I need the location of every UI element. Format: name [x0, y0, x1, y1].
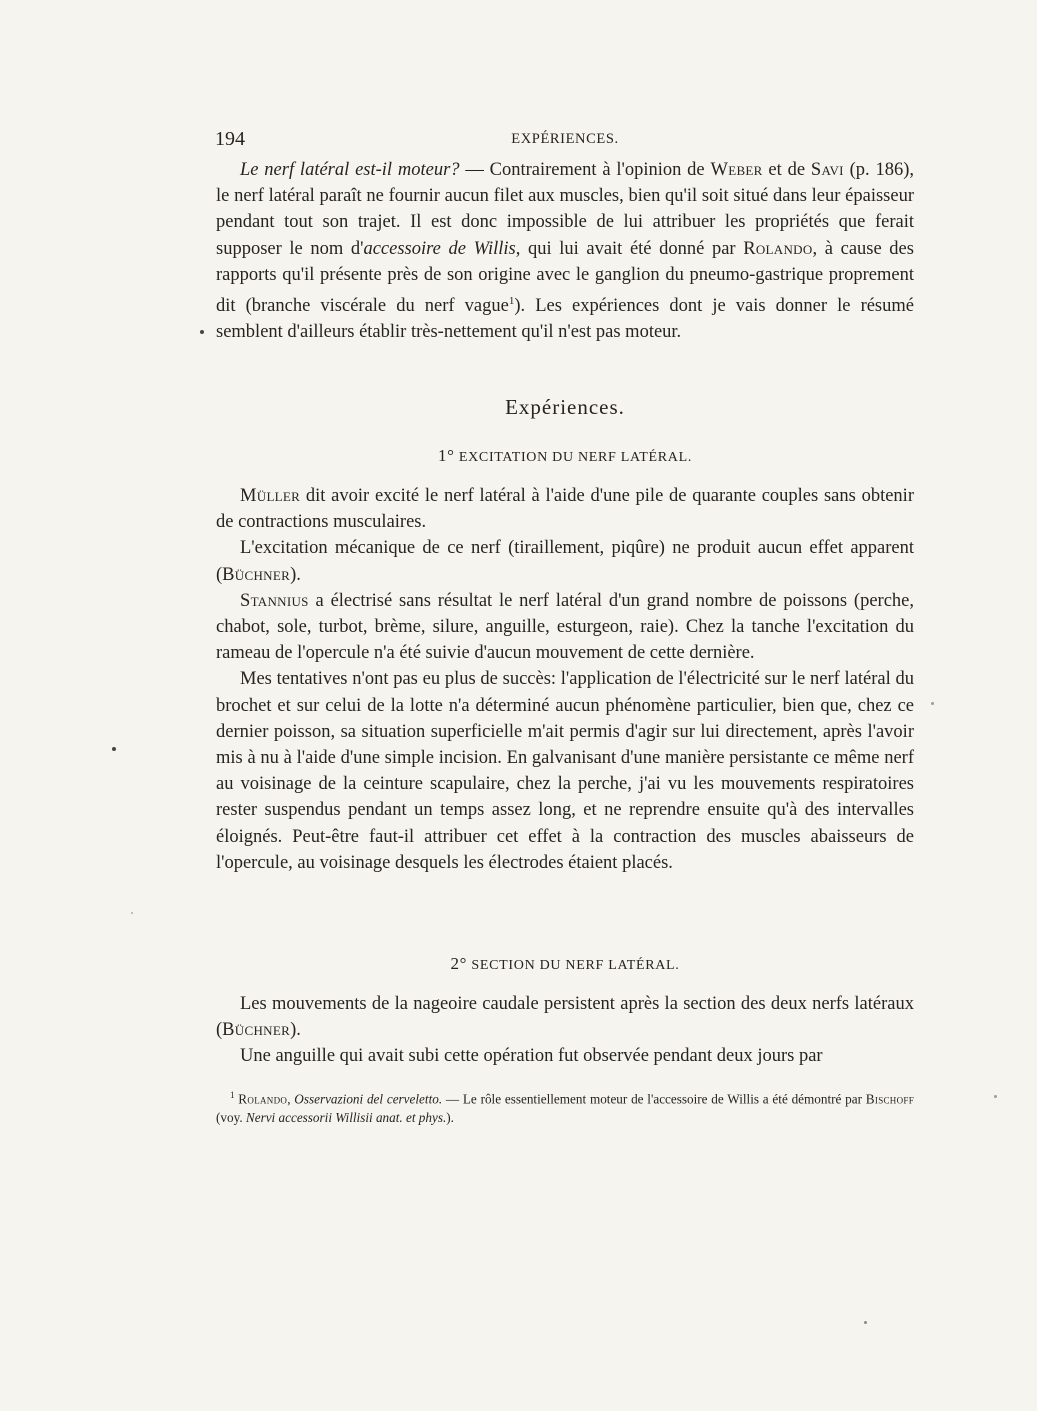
author-stannius: Stannius: [240, 590, 309, 611]
scan-speck: [112, 747, 116, 751]
scan-speck: [864, 1321, 867, 1324]
intro-paragraph: Le nerf latéral est-il moteur? — Contrairement à l'opinion de Weber et de Savi (p. 186), le nerf latéral paraît ne fournir aucun filet aux muscles, bien qu'il soit situé dans leur épaisseur pendant tout son trajet. Il est donc impossible de lui attribuer les propriétés que ferait supposer le nom d'accessoire de Willis, qui lui avait été donné par Rolando, à cause des rapports qu'il présente près de son origine avec le ganglion du pneumo-gastrique proprement dit (branche viscérale du nerf vague$^1$). Les expériences dont je vais donner le résumé semblent d'ailleurs établir très-nettement qu'il n'est pas moteur.: [216, 160, 914, 343]
scan-speck: [200, 330, 204, 334]
intro-title: Le nerf latéral est-il moteur?: [240, 160, 460, 180]
subsection-heading-1: [216, 446, 914, 466]
footnote: [216, 1086, 914, 1127]
scan-speck: [131, 912, 133, 914]
paragraph-anguille: Une anguille qui avait subi cette opération fut observée pendant deux jours par: [240, 1046, 823, 1067]
section-paragraphs: [216, 991, 914, 1070]
subsection-heading-2: [216, 954, 914, 974]
footnote-work: Osservazioni del cerveletto.: [294, 1091, 443, 1107]
paragraph-muller: Müller dit avoir excité le nerf latéral à l'aide d'une pile de quarante couples sans obtenir de contractions musculaires.: [216, 486, 914, 533]
subsection-title: SECTION DU NERF LATÉRAL.: [471, 958, 680, 973]
subsection-number: 1°: [437, 446, 455, 465]
author-savi: Savi: [810, 160, 844, 180]
intro-paragraph-block: [216, 157, 914, 346]
paragraph-stannius: Stannius a électrisé sans résultat le nerf latéral d'un grand nombre de poissons (perche, chabot, sole, turbot, brème, silure, anguille, esturgeon, raie). Chez la tanche l'excitation du rameau de l'opercule n'a été suivie d'aucun mouvement de cette dernière.: [216, 590, 914, 664]
subsection-number: 2°: [450, 954, 468, 973]
paragraph-excitation-mecanique: L'excitation mécanique de ce nerf (tiraillement, piqûre) ne produit aucun effet apparent (Büchner).: [216, 538, 914, 585]
page-header: [215, 128, 915, 154]
author-weber: Weber: [710, 160, 763, 180]
section-title: Expériences.: [505, 395, 625, 419]
author-muller: Müller: [240, 486, 301, 506]
running-head: EXPÉRIENCES.: [511, 131, 619, 147]
scan-speck: [931, 702, 934, 705]
paragraph-nageoire: Les mouvements de la nageoire caudale persistent après la section des deux nerfs latéraux (Büchner).: [216, 994, 914, 1041]
author-buchner: Büchner: [222, 1020, 291, 1041]
accessoire-term: accessoire de Willis: [363, 238, 516, 259]
footnote-text: $^1$ Rolando, Osservazioni del cerveletto. — Le rôle essentiellement moteur de l'accessoire de Willis a été démontré par Bischoff (voy. Nervi accessorii Willisii anat. et phys.).: [216, 1090, 915, 1126]
paragraph-tentatives: Mes tentatives n'ont pas eu plus de succès: l'application de l'électricité sur le nerf latéral du brochet et sur celui de la lotte n'a déterminé aucun phénomène particulier, bien que, chez ce dernier poisson, sa situation superficielle m'ait permis d'agir sur lui directement, après l'avoir mis à nu à l'aide d'une simple incision. En galvanisant d'une manière persistante ce même nerf au voisinage de la ceinture scapulaire, chez la perche, j'ai vu les mouvements respiratoires rester suspendus pendant un temps assez long, et ne reprendre ensuite qu'à des intervalles éloignés. Peut-être faut-il attribuer cet effet à la contraction des muscles abaisseurs de l'opercule, au voisinage desquels les électrodes étaient placés.: [216, 669, 914, 873]
scan-speck: [994, 1095, 997, 1098]
author-rolando: Rolando: [743, 238, 813, 259]
author-buchner: Büchner: [222, 564, 291, 585]
footnote-number: 1: [230, 1090, 235, 1100]
footnote-author: Rolando: [238, 1091, 288, 1107]
page-number: 194: [215, 128, 245, 150]
subsection-title: EXCITATION DU NERF LATÉRAL.: [458, 450, 693, 465]
excitation-paragraphs: [216, 483, 914, 876]
footnote-author-2: Bischoff: [865, 1091, 915, 1107]
footnote-work-2: Nervi accessorii Willisii anat. et phys.: [245, 1110, 447, 1126]
footnote-marker[interactable]: 1: [508, 295, 515, 308]
